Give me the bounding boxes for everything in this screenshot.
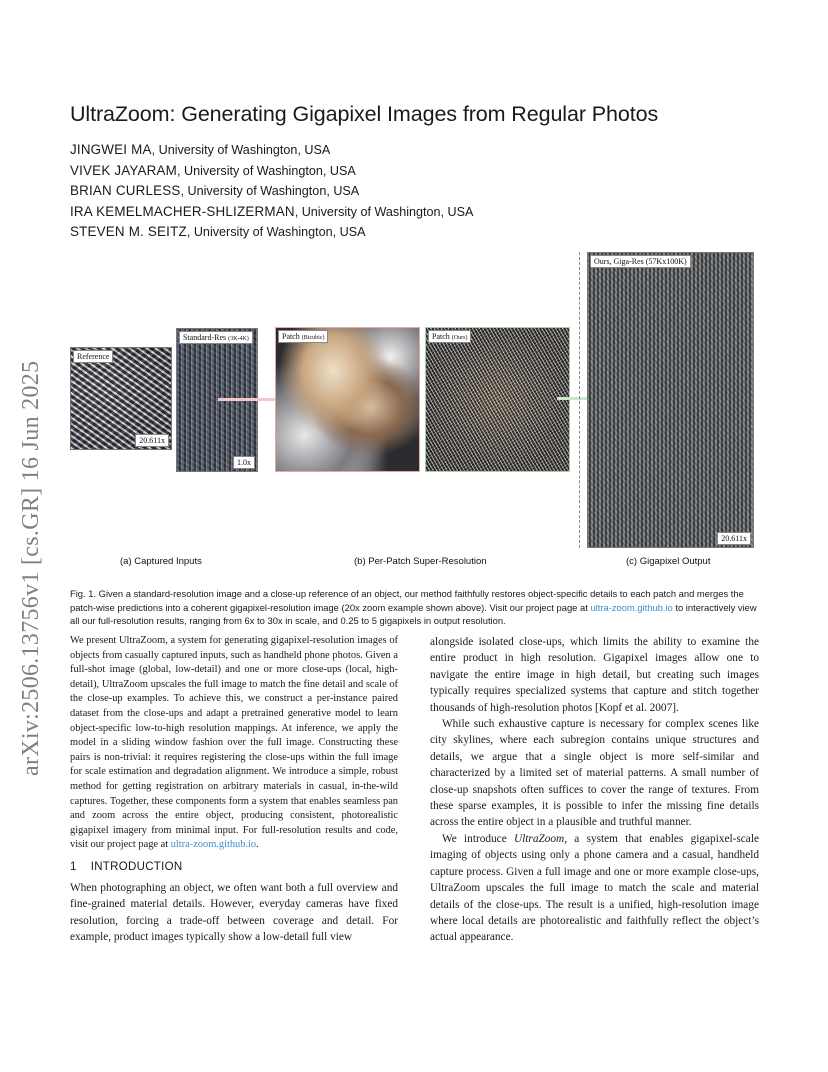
paragraph: alongside isolated close-ups, which limits the ability to examine the entire product in high resolution. Gigapixel images allow one to navigate the entire image in high detail, but creating such images typically requires specialized systems that capture and stitch together thousands of high-resolution photos [Kopf et al. 2007]. [430, 636, 759, 714]
arrow-right-icon [218, 398, 282, 401]
paragraph: We introduce UltraZoom, a system that enables gigapixel-scale imaging of objects using only a phone camera and a casual, handheld capture process. Given a full image and one or more example close-ups, UltraZoom upscales the full image to match the scale and material details of the close-ups. The result is a unified, high-resolution image where local details are photorealistic and faithfully reflect the object’s actual appearance. [430, 832, 759, 944]
author-list [70, 140, 473, 243]
author-name: JINGWEI MA [70, 142, 152, 157]
paragraph: While such exhaustive capture is necessary for complex scenes like city skylines, where each subregion contains unique structures and details, we argue that a single object is more self-similar and characterized by a limited set of material patterns. A small number of close-up snapshots often suffices to cover the range of textures. From these sparse examples, it is possible to infer the missing fine details across the entire object in a plausible and truthful manner. [430, 718, 759, 829]
patch-ours-label: Patch (Ours) [428, 330, 471, 343]
author-affiliation: , University of Washington, USA [177, 163, 356, 178]
reference-image [70, 347, 172, 450]
author-entry [70, 181, 473, 202]
abstract: We present UltraZoom, a system for generating gigapixel-resolution images of objects from casually captured inputs, such as handheld phone photos. Given a full-shot image (global, low-detail) and one or more close-ups (local, high-detail), UltraZoom upscales the full image to match the fine detail and scale of the close-up examples. To achieve this, we construct a per-instance paired dataset from the close-ups and adapt a pretrained generative model to learn object-specific low-to-high resolution mappings. At inference, we apply the model in a sliding window fashion over the full image. Constructing these pairs is non-trivial: it requires registering the close-ups within the full image for scale estimation and degradation alignment. We introduce a simple, robust method for getting registration on arbitrary materials in casual, in-the-wild captures. Together, these components form a system that enables seamless pan and zoom across the entire object, producing consistent, photorealistic gigapixel imagery from minimal input. For full-resolution results and code, visit our project page at ultra-zoom.github.io. [70, 635, 398, 851]
author-affiliation: , University of Washington, USA [294, 204, 474, 219]
patch-ours-image [425, 327, 570, 472]
subcaption-b: (b) Per-Patch Super-Resolution [354, 556, 487, 567]
gigapixel-output-image [587, 252, 754, 548]
standard-res-image [176, 328, 258, 472]
arrow-right-icon [557, 397, 653, 400]
subcaption-c: (c) Gigapixel Output [626, 556, 711, 567]
author-entry [70, 161, 473, 182]
project-link[interactable]: ultra-zoom.github.io [590, 601, 673, 613]
gigapixel-label: Ours, Giga-Res (57Kx100K) [590, 255, 691, 268]
author-entry [70, 202, 473, 223]
author-name: BRIAN CURLESS [70, 183, 181, 199]
section-heading: 1 INTRODUCTION [70, 861, 183, 873]
author-name: IRA KEMELMACHER-SHLIZERMAN [70, 203, 295, 219]
author-entry [70, 140, 473, 161]
author-affiliation: , University of Washington, USA [151, 143, 331, 157]
author-name: STEVEN M. SEITZ [70, 224, 187, 240]
intro-paragraph: When photographing an object, we often want both a full overview and fine-grained material details. However, everyday cameras have fixed resolution, forcing a trade-off between coverage and detail. For example, product images typically show a low-detail full view [70, 882, 398, 944]
subcaption-a: (a) Captured Inputs [120, 556, 202, 567]
divider-dashed [579, 252, 580, 548]
project-link[interactable]: ultra-zoom.github.io [170, 839, 257, 851]
patch-bicubic-image [275, 327, 420, 472]
standard-res-zoom-badge: 1.0x [233, 456, 255, 469]
right-column [430, 634, 759, 946]
standard-res-label: Standard-Res (3K-4K) [179, 331, 253, 344]
patch-bicubic-label: Patch (Bicubic) [278, 330, 328, 343]
author-affiliation: , University of Washington, USA [180, 184, 360, 199]
paper-title: UltraZoom: Generating Gigapixel Images from Regular Photos [70, 102, 659, 126]
reference-label: Reference [73, 350, 113, 363]
arxiv-identifier: arXiv:2506.13756v1 [cs.GR] 16 Jun 2025 [18, 360, 44, 776]
figure-caption: Fig. 1. Given a standard-resolution image and a close-up reference of an object, our method faithfully restores object-specific details to each patch and merges the patch-wise predictions into a coherent gigapixel-resolution image (20x zoom example shown above). Visit our project page at ultra-zoom.github.io to interactively view all our full-resolution results, ranging from 6x to 30x in scale, and 0.25 to 5 gigapixels in output resolution. [70, 588, 757, 627]
gigapixel-zoom-badge: 20.611x [717, 532, 751, 545]
author-name: VIVEK JAYARAM [70, 162, 178, 178]
author-affiliation: , University of Washington, USA [186, 225, 366, 240]
reference-zoom-badge: 20.611x [135, 434, 169, 447]
author-entry [70, 222, 473, 243]
